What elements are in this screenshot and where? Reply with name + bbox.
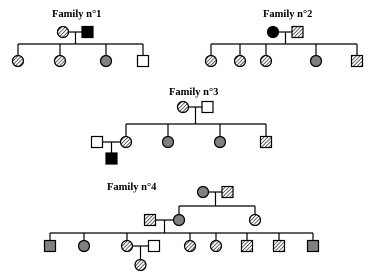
family-1-child-3 (101, 56, 112, 67)
family-4-child-1 (45, 241, 56, 252)
family-3-title: Family n°3 (169, 87, 219, 98)
family-3-child-1 (121, 137, 132, 148)
family-2-child-5 (352, 56, 363, 67)
family-2-pedigree (206, 9, 363, 67)
family-1-pedigree (13, 9, 149, 67)
family-4-child-3-spouse (149, 241, 160, 252)
family-1-child-1 (13, 56, 24, 67)
family-3-mother-hatched (178, 102, 189, 113)
family-4-child-2 (79, 241, 90, 252)
family-4-grandfather-hatched (222, 187, 233, 198)
family-4-child-8 (308, 241, 319, 252)
family-4-spouse-hatched (145, 215, 156, 226)
family-2-child-4 (311, 56, 322, 67)
family-4-aunt (250, 215, 261, 226)
family-1-mother-hatched (58, 27, 69, 38)
family-2-child-3 (261, 56, 272, 67)
family-2-child-2 (235, 56, 246, 67)
family-1-father-affected (82, 27, 93, 38)
family-3-father (202, 102, 213, 113)
family-3-child-4 (261, 137, 272, 148)
family-2-title: Family n°2 (263, 9, 313, 20)
family-3-pedigree (92, 87, 272, 164)
family-2-child-1 (206, 56, 217, 67)
family-3-child-3 (215, 137, 226, 148)
family-2-mother-affected (268, 27, 279, 38)
family-1-child-2 (55, 56, 66, 67)
family-4-child-3 (122, 241, 133, 252)
family-4-child-5 (211, 241, 222, 252)
family-3-child-2 (163, 137, 174, 148)
family-4-child-6 (242, 241, 253, 252)
family-4-title: Family n°4 (107, 182, 157, 193)
family-4-grandmother (198, 187, 209, 198)
family-4-child-4 (185, 241, 196, 252)
family-1-title: Family n°1 (52, 9, 102, 20)
family-4-child-7 (274, 241, 285, 252)
family-2-father-hatched (292, 27, 303, 38)
family-3-spouse (92, 137, 103, 148)
family-3-grandchild-affected (106, 153, 117, 164)
family-4-pedigree (45, 182, 319, 271)
family-1-child-4 (138, 56, 149, 67)
family-4-mother (174, 215, 185, 226)
family-4-grandchild (135, 260, 146, 271)
